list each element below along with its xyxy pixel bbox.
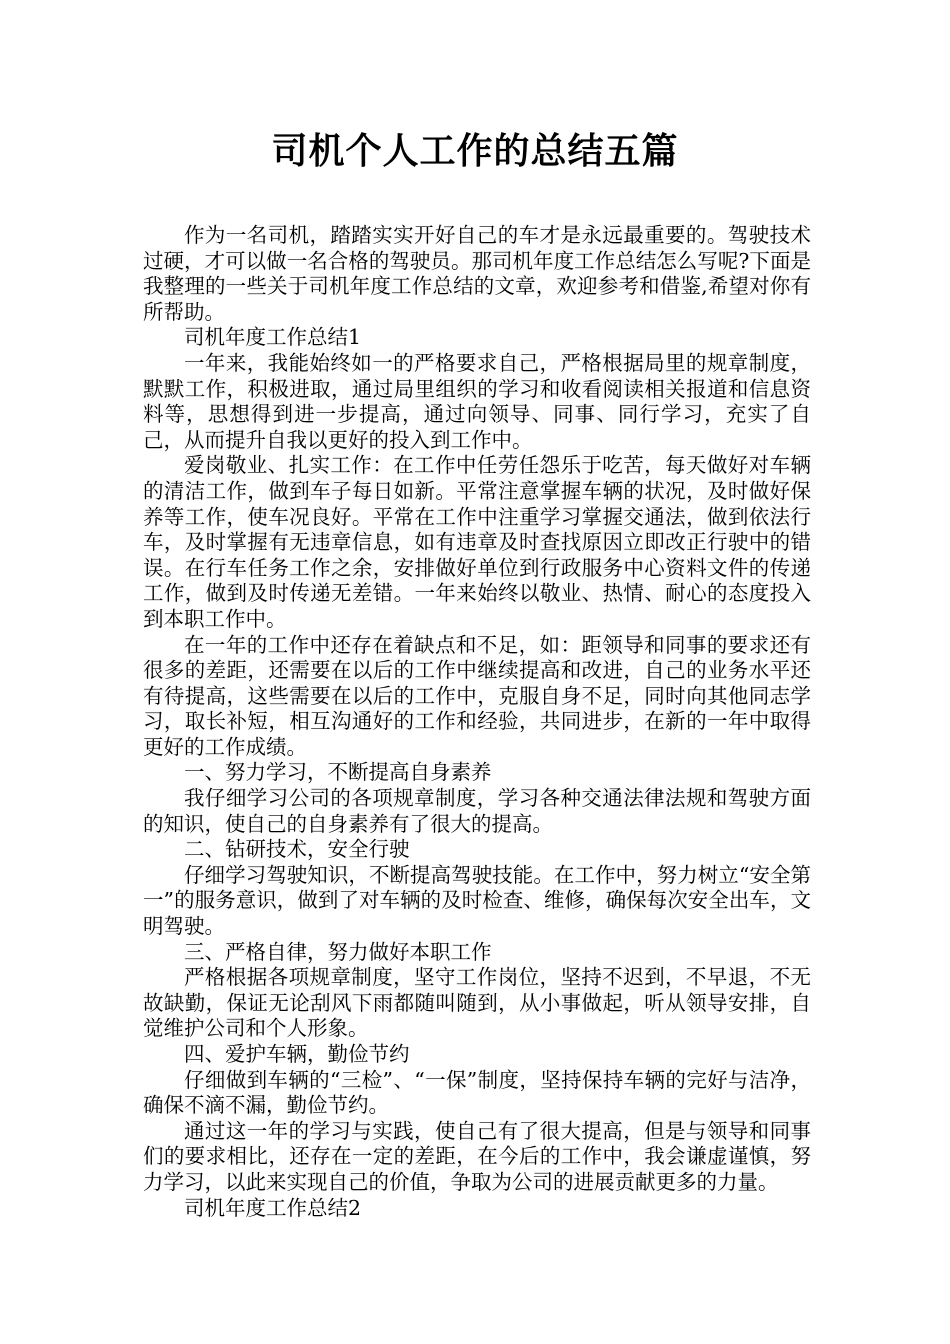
subheading: 一、努力学习，不断提高自身素养 — [184, 760, 492, 785]
subheading: 二、钻研技术，安全行驶 — [184, 837, 410, 862]
paragraph: 爱岗敬业、扎实工作：在工作中任劳任怨乐于吃苦，每天做好对车辆的清洁工作，做到车子每日如新。平常注意掌握车辆的状况，及时做好保养等工作，使车况良好。平常在工作中注重学习掌握交通法，做到依法行车，及时掌握有无违章信息，如有违章及时查找原因立即改正行驶中的错误。在行车任务工作之余，安排做好单位到行政服务中心资料文件的传递工作，做到及时传递无差错。一年来始终以敬业、热情、耐心的态度投入到本职工作中。 — [143, 453, 811, 631]
paragraph: 通过这一年的学习与实践，使自己有了很大提高，但是与领导和同事们的要求相比，还存在一定的差距，在今后的工作中，我会谦虚谨慎，努力学习，以此来实现自己的价值，争取为公司的进展贡献更多的力量。 — [143, 1118, 811, 1194]
paragraph: 仔细学习驾驶知识，不断提高驾驶技能。在工作中，努力树立“安全第一”的服务意识，做到了对车辆的及时检查、维修，确保每次安全出车，文明驾驶。 — [143, 862, 811, 939]
paragraph: 我仔细学习公司的各项规章制度，学习各种交通法律法规和驾驶方面的知识，使自己的自身素养有了很大的提高。 — [143, 786, 811, 836]
paragraph: 一年来，我能始终如一的严格要求自己，严格根据局里的规章制度，默默工作，积极进取，通过局里组织的学习和收看阅读相关报道和信息资料等，思想得到进一步提高，通过向领导、同事、同行学习，充实了自己，从而提升自我以更好的投入到工作中。 — [143, 350, 811, 452]
subheading: 四、爱护车辆，勤俭节约 — [184, 1042, 410, 1066]
document-title: 司机个人工作的总结五篇 — [271, 131, 679, 172]
subheading: 三、严格自律，努力做好本职工作 — [184, 939, 492, 964]
section-heading-1: 司机年度工作总结1 — [184, 325, 362, 350]
document-body — [143, 223, 811, 1221]
paragraph: 严格根据各项规章制度，坚守工作岗位，坚持不迟到，不早退，不无故缺勤，保证无论刮风下雨都随叫随到，从小事做起，听从领导安排，自觉维护公司和个人形象。 — [143, 965, 811, 1041]
paragraph: 在一年的工作中还存在着缺点和不足，如：距领导和同事的要求还有很多的差距，还需要在以后的工作中继续提高和改进，自己的业务水平还有待提高，这些需要在以后的工作中，克服自身不足，同时向其他同志学习，取长补短，相互沟通好的工作和经验，共同进步，在新的一年中取得更好的工作成绩。 — [143, 632, 811, 759]
paragraph: 仔细做到车辆的“三检”、“一保”制度，坚持保持车辆的完好与洁净，确保不滴不漏，勤俭节约。 — [143, 1067, 811, 1118]
intro-paragraph: 作为一名司机，踏踏实实开好自己的车才是永远最重要的。驾驶技术过硬，才可以做一名合格的驾驶员。那司机年度工作总结怎么写呢?下面是我整理的一些关于司机年度工作总结的文章，欢迎参考和借鉴,希望对你有所帮助。 — [143, 223, 811, 324]
section-heading-2: 司机年度工作总结2 — [184, 1195, 362, 1220]
